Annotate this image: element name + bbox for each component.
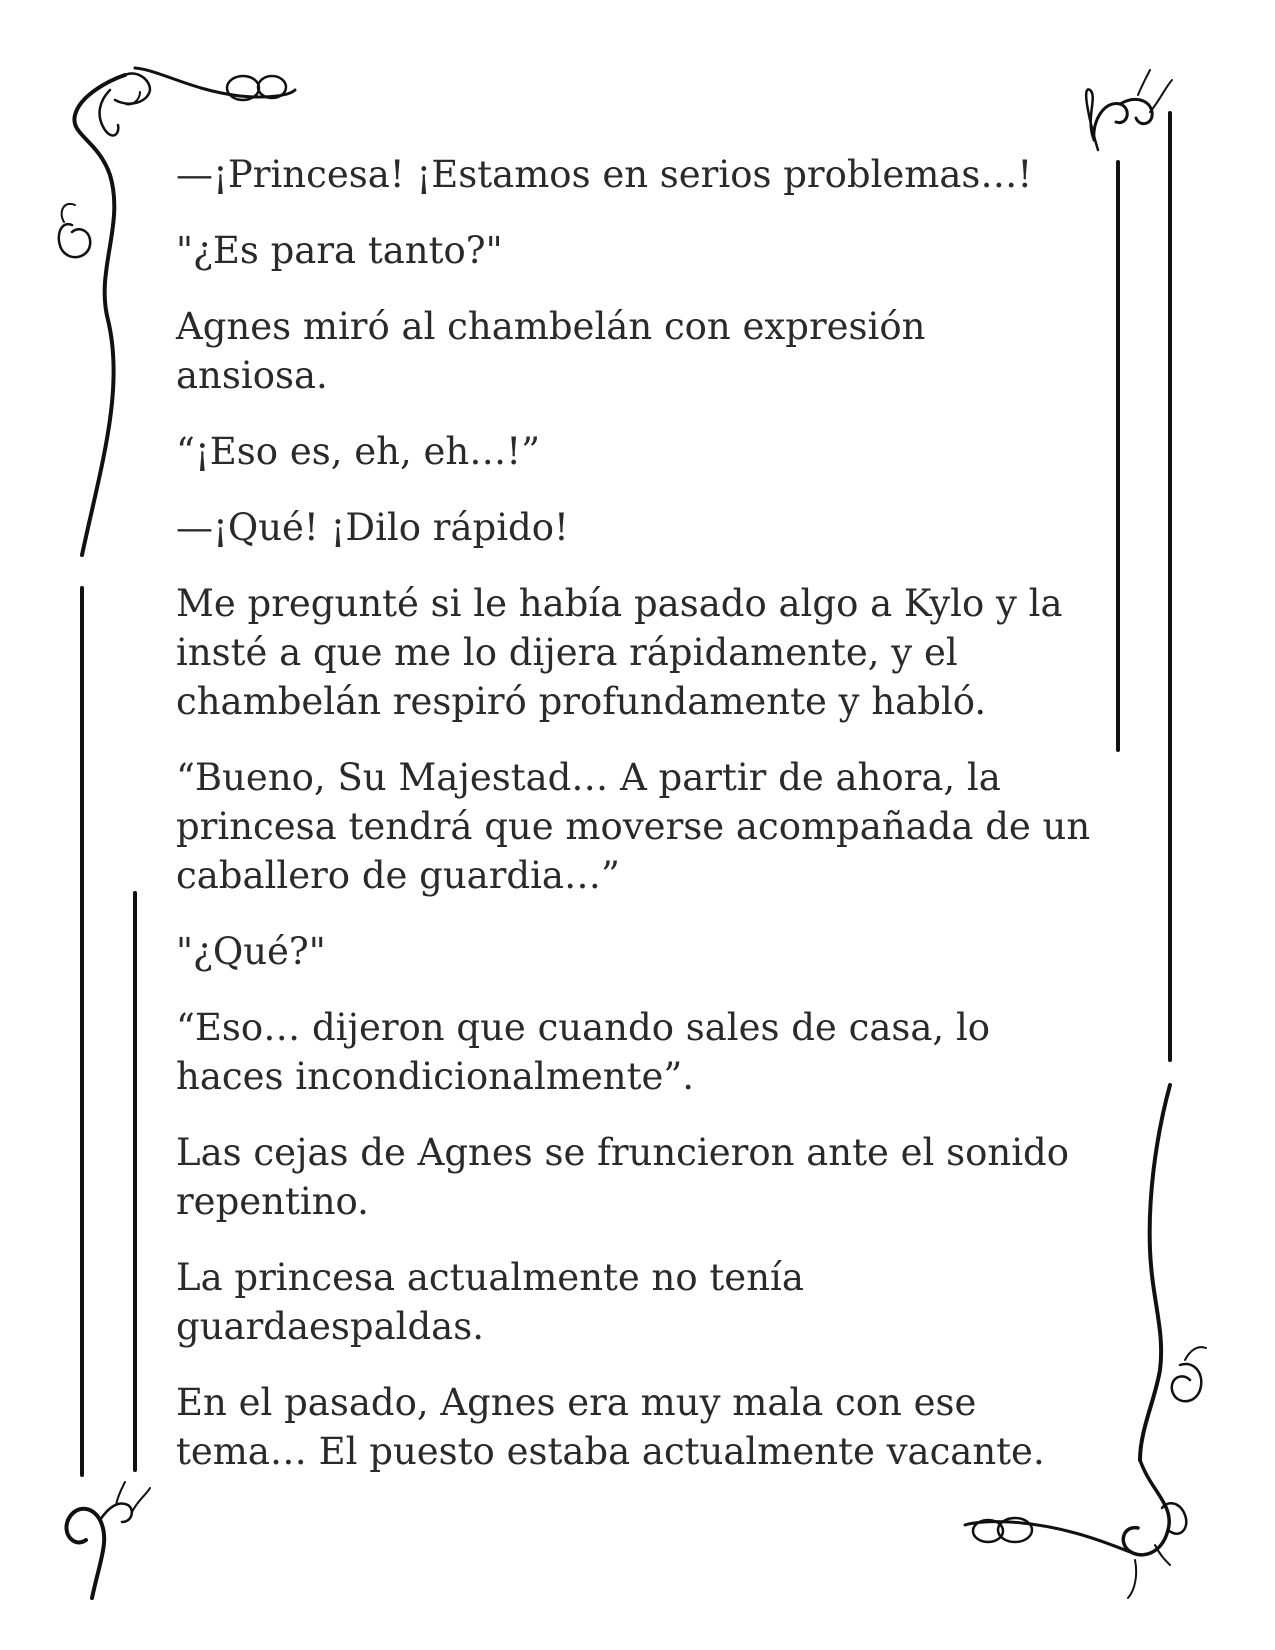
paragraph: En el pasado, Agnes era muy mala con ese tema… El puesto estaba actualmente vacante. <box>176 1381 1045 1473</box>
paragraph: “Bueno, Su Majestad… A partir de ahora, la princesa tendrá que moverse acompañada de un caballero de guardia…” <box>176 756 1091 897</box>
paragraph: “Eso… dijeron que cuando sales de casa, lo haces incondicionalmente”. <box>176 1006 991 1098</box>
paragraph: Me pregunté si le había pasado algo a Kylo y la insté a que me lo dijera rápidamente, y el chambelán respiró profundamente y habló. <box>176 582 1063 723</box>
flourish-bottom-left-icon <box>66 1482 150 1598</box>
paragraph: —¡Qué! ¡Dilo rápido! <box>176 506 569 549</box>
flourish-top-right-icon <box>1086 70 1172 150</box>
story-text <box>176 150 1106 1503</box>
paragraph: Agnes miró al chambelán con expresión ansiosa. <box>176 305 926 397</box>
paragraph: La princesa actualmente no tenía guardaespaldas. <box>176 1256 804 1348</box>
paragraph: “¡Eso es, eh, eh…!” <box>176 430 540 473</box>
paragraph: Las cejas de Agnes se fruncieron ante el sonido repentino. <box>176 1131 1069 1223</box>
paragraph: "¿Es para tanto?" <box>176 229 503 272</box>
paragraph: "¿Qué?" <box>176 930 326 973</box>
paragraph: —¡Princesa! ¡Estamos en serios problemas…! <box>176 153 1033 196</box>
